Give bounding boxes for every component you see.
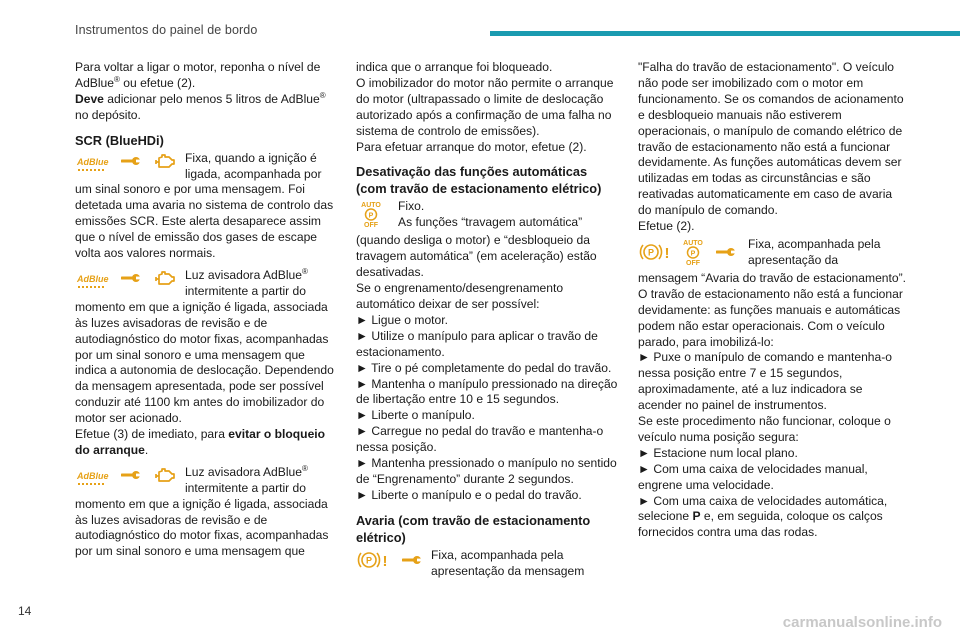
paragraph: momento em que a ignição é ligada, associada às luzes avisadoras de revisão e de autodiagnóstico do motor fixas, acompanhadas por um sinal sonoro e uma mensagem que bbox=[75, 496, 329, 559]
adblue-warning-icon: AdBlue bbox=[77, 469, 107, 485]
column-2 bbox=[356, 60, 620, 580]
svg-text:P: P bbox=[647, 247, 655, 258]
paragraph: indica que o arranque foi bloqueado. bbox=[356, 60, 553, 74]
paragraph: Para efetuar arranque do motor, efetue (2). bbox=[356, 139, 587, 154]
warning-row-park-fault-2: P ! AUTO P OFF Fixa, acompanhada pela apresentação da bbox=[638, 237, 906, 271]
step-list bbox=[356, 313, 620, 504]
svg-text:P: P bbox=[368, 212, 374, 220]
step-item: ► Com uma caixa de velocidades automática, selecione P e, em seguida, coloque os calços fornecidos contra uma das rodas. bbox=[638, 493, 888, 540]
header-accent-bar bbox=[490, 31, 960, 36]
wrench-service-icon bbox=[121, 272, 141, 289]
paragraph: Efetue (2). bbox=[638, 219, 695, 234]
svg-text:OFF: OFF bbox=[364, 222, 378, 229]
step-item: ► Tire o pé completamente do pedal do travão. bbox=[356, 360, 612, 375]
paragraph: (quando desliga o motor) e “desbloqueio da travagem automática” (em aceleração) estão desativadas. bbox=[356, 233, 597, 280]
park-brake-fault-icon bbox=[638, 241, 672, 268]
svg-text:OFF: OFF bbox=[686, 259, 700, 266]
paragraph: um sinal sonoro e por uma mensagem. Foi detetada uma avaria no sistema de controlo das emissões SCR. Este alerta desaparece assim que o nível de emissão dos gases de escape volta aos valores normais. bbox=[75, 182, 334, 261]
step-item: ► Utilize o manípulo para aplicar o travão de estacionamento. bbox=[356, 328, 598, 359]
paragraph: Para voltar a ligar o motor, reponha o nível de AdBlue® ou efetue (2). bbox=[75, 60, 321, 90]
section-heading-fault: Avaria (com travão de estacionamento elétrico) bbox=[356, 512, 591, 545]
adblue-warning-icon: AdBlue bbox=[77, 272, 107, 288]
step-item: ► Mantenha o manípulo pressionado na direção de libertação entre 10 e 15 segundos. bbox=[356, 376, 618, 407]
section-heading-deactivation: Desativação das funções automáticas (com travão de estacionamento elétrico) bbox=[356, 164, 602, 197]
step-item: ► Estacione num local plano. bbox=[638, 445, 798, 460]
wrench-service-icon bbox=[402, 554, 422, 571]
auto-park-off-icon bbox=[356, 200, 386, 233]
svg-text:AUTO: AUTO bbox=[683, 239, 703, 247]
wrench-service-icon bbox=[121, 155, 141, 172]
svg-text:!: ! bbox=[664, 244, 670, 262]
wrench-service-icon bbox=[121, 469, 141, 486]
section-heading-scr: SCR (BlueHDi) bbox=[75, 132, 164, 148]
paragraph: "Falha do travão de estacionamento". O veículo não pode ser imobilizado com o motor em funcionamento. Se os comandos de acionamento e desbloqueio manuais não estiverem operacionais, o manípulo de comando elétrico de travão de estacionamento não está a funcionar devidamente. As funções automáticas devem ser utilizadas em todas as circunstâncias e são reativadas automaticamente em caso de avaria do manípulo de comando. bbox=[638, 60, 904, 218]
engine-check-icon bbox=[153, 466, 177, 489]
paragraph: momento em que a ignição é ligada, associada às luzes avisadoras de revisão e de autodiagnóstico do motor fixas, acompanhadas por um sinal sonoro e uma mensagem que indica a autonomia de deslocação. Dependendo da mensagem apresentada, pode ser possível conduzir até 1100 km antes do imobilizador do motor ser acionado. bbox=[75, 299, 334, 426]
warning-row-auto-off: AUTO P OFF Fixo. As funções “travagem automática” bbox=[356, 199, 620, 233]
warning-row-adblue-1: AdBlue Luz avisadora AdBlue® intermitente a partir do bbox=[77, 266, 308, 298]
page-number: 14 bbox=[18, 604, 32, 618]
running-header: Instrumentos do painel de bordo bbox=[75, 23, 258, 37]
engine-check-icon bbox=[153, 269, 177, 292]
svg-text:AUTO: AUTO bbox=[361, 202, 381, 210]
engine-check-icon bbox=[153, 152, 177, 175]
footer-watermark: carmanualsonline.info bbox=[782, 614, 942, 631]
paragraph: Deve adicionar pelo menos 5 litros de AdBlue® no depósito. bbox=[75, 90, 326, 122]
svg-text:P: P bbox=[365, 555, 373, 566]
warning-row-park-fault: P ! Fixa, acompanhada pela apresentação da mensagem bbox=[356, 548, 620, 580]
park-brake-fault-icon bbox=[356, 549, 390, 576]
wrench-service-icon bbox=[716, 246, 736, 263]
paragraph: Se este procedimento não funcionar, coloque o veículo numa posição segura: bbox=[638, 414, 891, 444]
adblue-warning-icon: AdBlue bbox=[77, 155, 107, 171]
svg-text:P: P bbox=[690, 250, 696, 258]
step-item: ► Liberte o manípulo e o pedal do travão. bbox=[356, 487, 582, 502]
step-item: ► Com uma caixa de velocidades manual, engrene uma velocidade. bbox=[638, 461, 868, 492]
paragraph: Se o engrenamento/desengrenamento automático deixar de ser possível: bbox=[356, 281, 564, 311]
step-item: ► Ligue o motor. bbox=[356, 312, 448, 327]
column-1 bbox=[75, 60, 337, 560]
auto-park-off-icon bbox=[678, 238, 708, 271]
svg-text:!: ! bbox=[382, 552, 388, 570]
column-3 bbox=[638, 60, 906, 541]
warning-row-adblue-2: AdBlue Luz avisadora AdBlue® intermitente a partir do bbox=[77, 463, 308, 495]
paragraph: O imobilizador do motor não permite o arranque do motor (ultrapassado o limite de deslocação autorizado após a confirmação de uma falha no sistema de controlo de emissões). bbox=[356, 75, 614, 138]
paragraph: mensagem “Avaria do travão de estacionamento”. O travão de estacionamento não está a funcionar devidamente: as funções manuais e automáticas podem não estar operacionais. Com o veículo parado, para imobilizá-lo: bbox=[638, 270, 906, 349]
paragraph: Efetue (3) de imediato, para evitar o bloqueio do arranque. bbox=[75, 427, 326, 457]
warning-row-scr: AdBlue Fixa, quando a ignição é ligada, acompanhada por bbox=[77, 150, 322, 181]
step-item: ► Liberte o manípulo. bbox=[356, 408, 475, 423]
step-item: ► Mantenha pressionado o manípulo no sentido de “Engrenamento” durante 2 segundos. bbox=[356, 456, 617, 486]
step-item: ► Puxe o manípulo de comando e mantenha-o nessa posição entre 7 e 15 segundos, aproximadamente, até a luz indicadora se acender no painel de instrumentos. bbox=[638, 350, 893, 413]
step-item: ► Carregue no pedal do travão e mantenha-o nessa posição. bbox=[356, 424, 604, 455]
